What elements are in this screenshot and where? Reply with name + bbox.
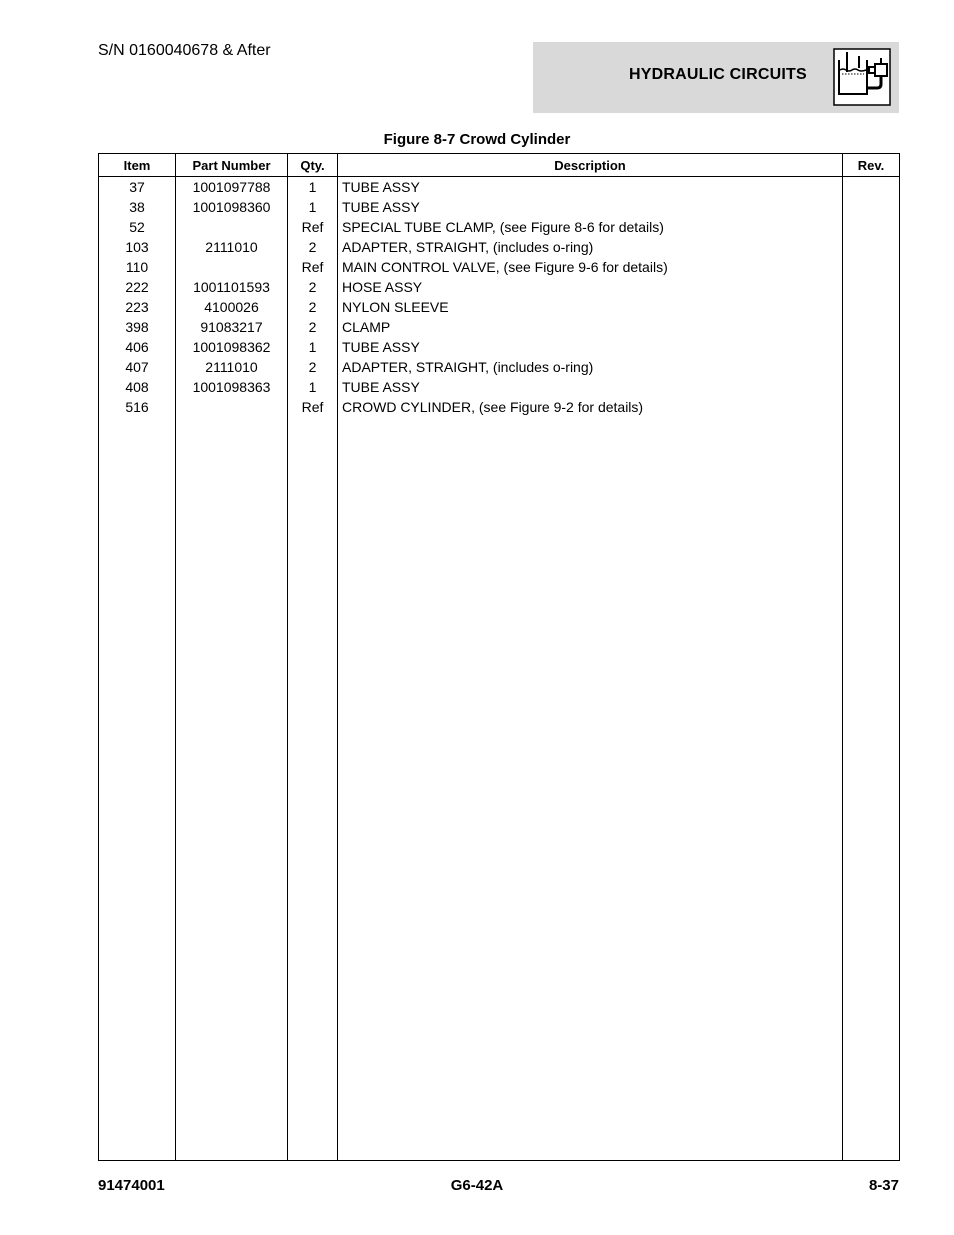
description-cell: CLAMP [338, 317, 843, 337]
item-cell: 408 [99, 377, 176, 397]
table-row [99, 317, 900, 337]
table-row [99, 397, 900, 417]
table-row [99, 357, 900, 377]
section-title: HYDRAULIC CIRCUITS [629, 66, 807, 83]
table-row [99, 257, 900, 277]
column-header-description: Description [338, 154, 843, 177]
qty-cell: 1 [288, 377, 338, 397]
item-cell: 110 [99, 257, 176, 277]
footer-document-number: 91474001 [98, 1177, 165, 1194]
item-cell: 406 [99, 337, 176, 357]
part-number-cell: 91083217 [176, 317, 288, 337]
description-cell: HOSE ASSY [338, 277, 843, 297]
description-cell: TUBE ASSY [338, 197, 843, 217]
part-number-cell [176, 217, 288, 237]
part-number-cell: 1001098363 [176, 377, 288, 397]
description-cell: CROWD CYLINDER, (see Figure 9-2 for details) [338, 397, 843, 417]
rev-cell [843, 297, 900, 317]
rev-cell [843, 237, 900, 257]
footer-model: G6-42A [450, 1177, 504, 1194]
rev-cell [843, 277, 900, 297]
column-header-part-number: Part Number [176, 154, 288, 177]
table-row [99, 177, 900, 198]
table-row [99, 337, 900, 357]
part-number-cell: 1001101593 [176, 277, 288, 297]
part-number-cell: 2111010 [176, 237, 288, 257]
column-header-item: Item [99, 154, 176, 177]
qty-cell: 2 [288, 357, 338, 377]
item-cell: 103 [99, 237, 176, 257]
rev-cell [843, 317, 900, 337]
description-cell: ADAPTER, STRAIGHT, (includes o-ring) [338, 237, 843, 257]
table-row [99, 217, 900, 237]
description-cell: ADAPTER, STRAIGHT, (includes o-ring) [338, 357, 843, 377]
part-number-cell: 1001098360 [176, 197, 288, 217]
rev-cell [843, 217, 900, 237]
table-row [99, 197, 900, 217]
table-header-row [99, 154, 900, 177]
item-cell: 223 [99, 297, 176, 317]
description-cell: TUBE ASSY [338, 177, 843, 198]
column-header-rev: Rev. [843, 154, 900, 177]
description-cell: SPECIAL TUBE CLAMP, (see Figure 8-6 for details) [338, 217, 843, 237]
item-cell: 516 [99, 397, 176, 417]
figure-title: Figure 8-7 Crowd Cylinder [383, 131, 571, 148]
qty-cell: Ref [288, 397, 338, 417]
hydraulic-reservoir-icon [833, 48, 891, 106]
table-row [99, 237, 900, 257]
rev-cell [843, 357, 900, 377]
description-cell: TUBE ASSY [338, 337, 843, 357]
qty-cell: 2 [288, 297, 338, 317]
rev-cell [843, 337, 900, 357]
rev-cell [843, 197, 900, 217]
serial-number: S/N 0160040678 & After [98, 42, 271, 59]
parts-table-container [98, 153, 899, 1161]
table-row [99, 297, 900, 317]
item-cell: 407 [99, 357, 176, 377]
section-header [533, 42, 899, 113]
qty-cell: 2 [288, 317, 338, 337]
qty-cell: Ref [288, 217, 338, 237]
part-number-cell [176, 397, 288, 417]
qty-cell: Ref [288, 257, 338, 277]
description-cell: NYLON SLEEVE [338, 297, 843, 317]
qty-cell: 1 [288, 177, 338, 198]
qty-cell: 2 [288, 277, 338, 297]
rev-cell [843, 257, 900, 277]
item-cell: 222 [99, 277, 176, 297]
column-header-qty: Qty. [288, 154, 338, 177]
rev-cell [843, 177, 900, 198]
part-number-cell: 2111010 [176, 357, 288, 377]
part-number-cell: 4100026 [176, 297, 288, 317]
item-cell: 37 [99, 177, 176, 198]
parts-table [98, 153, 900, 1161]
description-cell: MAIN CONTROL VALVE, (see Figure 9-6 for details) [338, 257, 843, 277]
qty-cell: 1 [288, 197, 338, 217]
rev-cell [843, 397, 900, 417]
part-number-cell: 1001097788 [176, 177, 288, 198]
table-filler-row [99, 417, 900, 1161]
qty-cell: 2 [288, 237, 338, 257]
description-cell: TUBE ASSY [338, 377, 843, 397]
table-row [99, 277, 900, 297]
item-cell: 52 [99, 217, 176, 237]
part-number-cell: 1001098362 [176, 337, 288, 357]
rev-cell [843, 377, 900, 397]
item-cell: 38 [99, 197, 176, 217]
item-cell: 398 [99, 317, 176, 337]
part-number-cell [176, 257, 288, 277]
footer-page-number: 8-37 [868, 1177, 899, 1194]
qty-cell: 1 [288, 337, 338, 357]
table-row [99, 377, 900, 397]
